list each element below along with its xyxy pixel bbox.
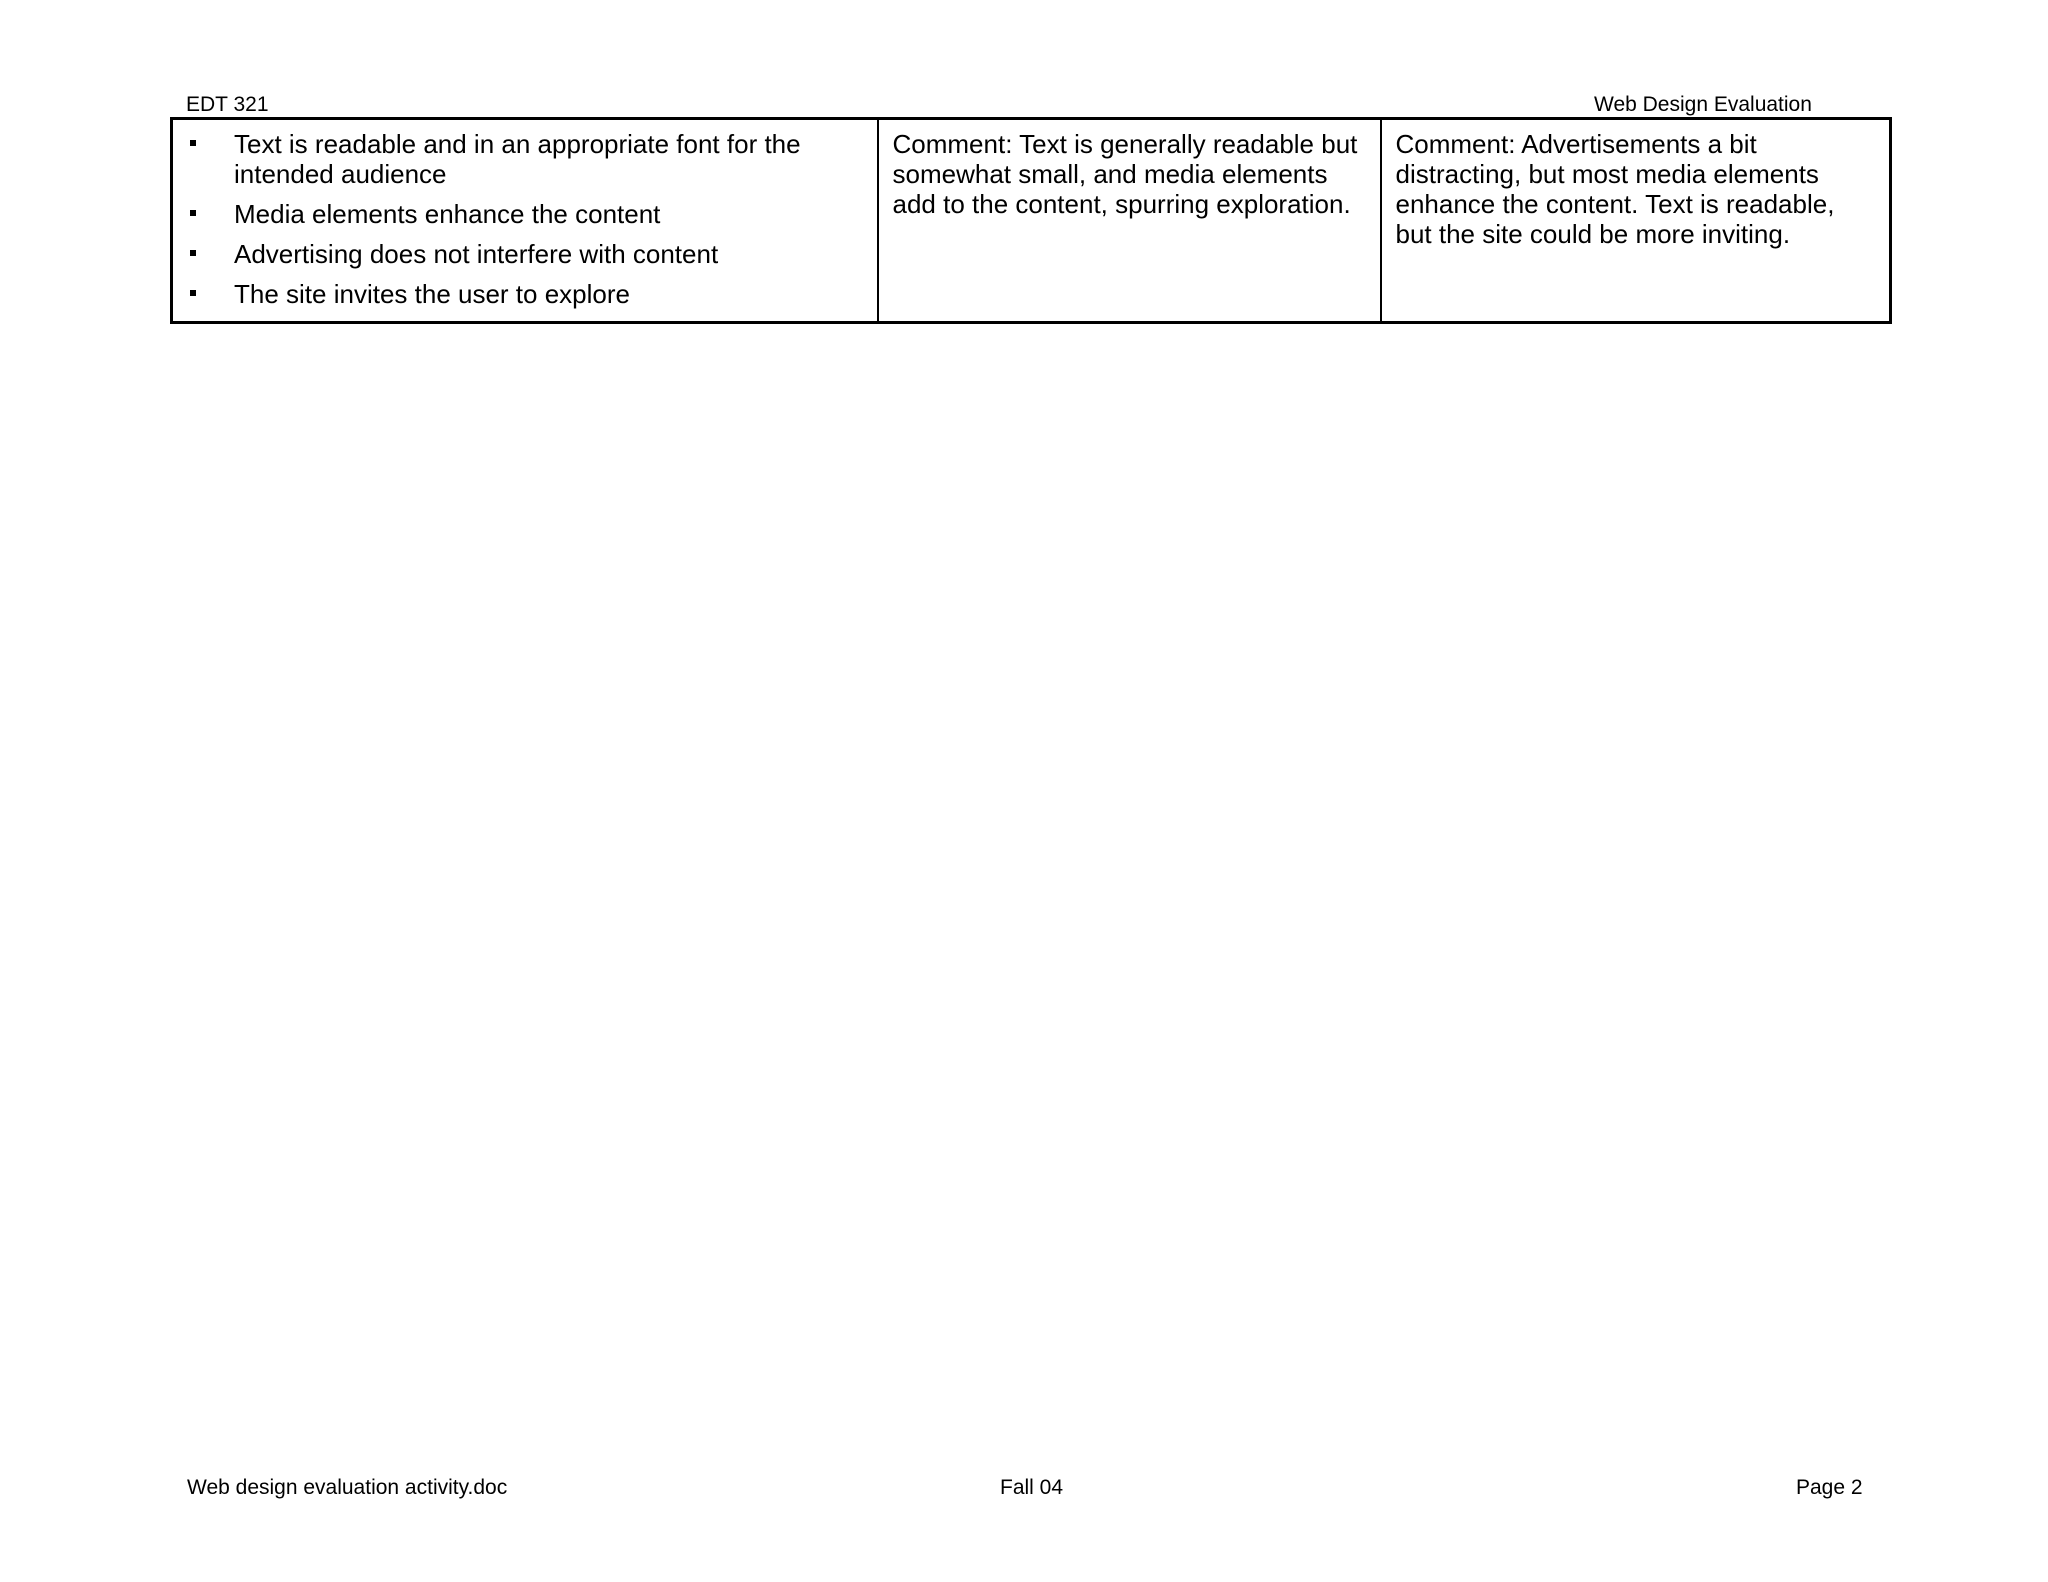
- criterion-text: Text is readable and in an appropriate font for the intended audience: [234, 129, 801, 189]
- list-item: [173, 199, 877, 229]
- criterion-text: Media elements enhance the content: [234, 199, 661, 229]
- square-bullet-icon: [190, 250, 196, 256]
- comment-cell-1: [878, 119, 1381, 323]
- criteria-cell: [172, 119, 878, 323]
- footer-page-number: Page 2: [1796, 1476, 1863, 1499]
- criterion-text: Advertising does not interfere with content: [234, 239, 719, 269]
- list-item: [173, 239, 877, 269]
- evaluation-table: [170, 117, 1892, 324]
- footer-term: Fall 04: [1000, 1476, 1064, 1499]
- comment-cell-2: [1381, 119, 1891, 323]
- comment-text-2: Comment: Advertisements a bit distracting, but most media elements enhance the content. Text is readable, but the site could be more inviting.: [1395, 129, 1835, 249]
- square-bullet-icon: [190, 140, 196, 146]
- header-title: Web Design Evaluation: [1594, 93, 1812, 116]
- header-course: EDT 321: [186, 93, 269, 116]
- list-item: [173, 279, 877, 309]
- square-bullet-icon: [190, 210, 196, 216]
- criteria-list: [173, 120, 877, 309]
- footer-filename: Web design evaluation activity.doc: [187, 1476, 508, 1499]
- square-bullet-icon: [190, 290, 196, 296]
- table-row: [172, 119, 1891, 323]
- comment-text-1: Comment: Text is generally readable but somewhat small, and media elements add to the content, spurring exploration.: [892, 129, 1358, 219]
- list-item: [173, 129, 877, 189]
- criterion-text: The site invites the user to explore: [234, 279, 630, 309]
